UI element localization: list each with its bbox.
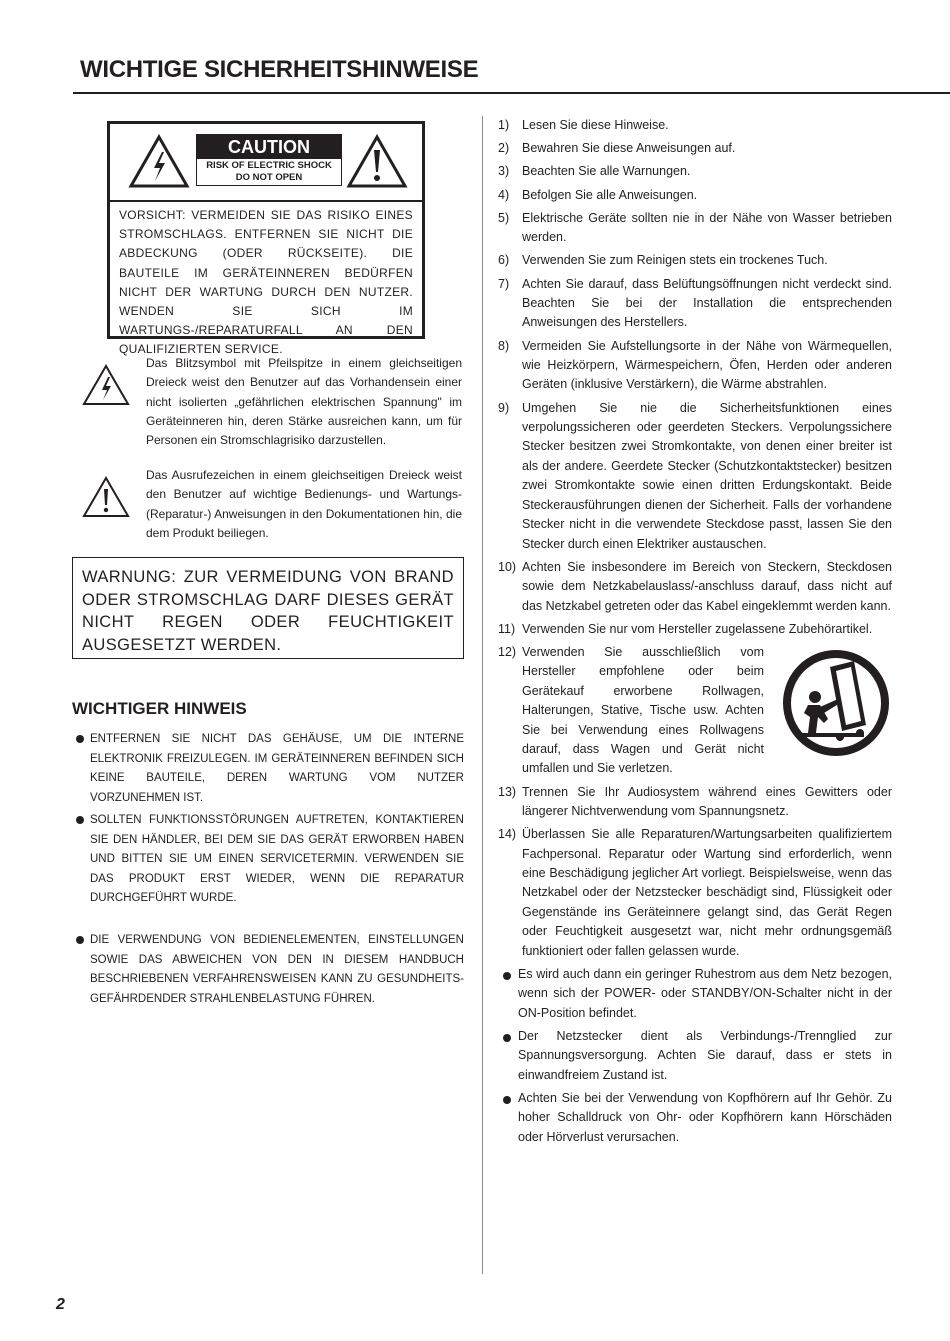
instruction-number: 12) xyxy=(498,644,517,659)
instruction-number: 6) xyxy=(498,253,510,268)
bullet-icon xyxy=(503,1034,511,1042)
bullet-icon xyxy=(76,735,84,743)
caution-box xyxy=(107,121,425,357)
cart-tip-over-warning-icon xyxy=(780,647,892,759)
lightning-explanation-text: Das Blitzsymbol mit Pfeilspitze in einem gleichseitigen Dreieck weist den Benutzer auf das Vorhandensein einer nicht isolierten „gefährlichen elektrischen Spannung" im Geräteinneren hin, deren Stärke ausreichen kann, um für Personen ein Stromschlagrisiko darzustellen. xyxy=(146,356,462,448)
lightning-warning-icon xyxy=(128,134,190,189)
instruction-number: 13) xyxy=(498,784,517,799)
instruction-number: 8) xyxy=(498,338,510,353)
instruction-text: Trennen Sie Ihr Audiosystem während eines Gewitters oder längerer Nichtverwendung vom Spannungsnetz. xyxy=(522,784,892,818)
exclamation-explanation-text: Das Ausrufezeichen in einem gleichseitigen Dreieck weist den Benutzer auf wichtige Bedienungs- und Wartungs- (Reparatur-) Anweisungen in den Dokumentationen hin, die dem Produkt beiliegen. xyxy=(146,468,462,540)
caution-header xyxy=(110,124,422,202)
caution-label-head: CAUTION xyxy=(197,135,341,159)
instruction-text: Überlassen Sie alle Reparaturen/Wartungsarbeiten qualifiziertem Fachpersonal. Reparatur oder Wartung sind erforderlich, wenn eine Beschädigung jeglicher Art vorliegt. Beispielsweise, wenn das Netzkabel oder der Netzstecker beschädigt sind, Flüssigkeit oder Gegenstände ins Geräteinnere gelangt sind, das Gerät Regen oder Feuchtigkeit ausgesetzt war, nicht mehr ordnungsgemäß funktioniert oder fallen gelassen wurde. xyxy=(522,827,892,958)
instruction-bullet xyxy=(498,1027,892,1085)
caution-text: VORSICHT: VERMEIDEN SIE DAS RISIKO EINES STROMSCHLAGS. ENTFERNEN SIE NICHT DIE ABDECKUNG (ODER RÜCKSEITE). DIE BAUTEILE IM GERÄTEINNEREN BEDÜRFEN NICHT DER WARTUNG DURCH DEN NUTZER. WENDEN SIE SICH IM WARTUNGS-/REPARATURFALL AN DEN QUALIFIZIERTEN SERVICE. xyxy=(119,208,413,357)
instruction-text: Umgehen Sie nie die Sicherheitsfunktionen eines verpolungssicheren oder geerdeten Steckers. Verpolungssichere Stecker besitzen zwei Stromkontakte, von denen einer breiter ist als der andere. Geerdete Stecker (Schutzkontaktstecker) besitzen zwei Stromkontakte sowie einen dritten Erdungskontakt. Beide Steckerausführungen dienen der Sicherheit. Falls der vorhandene Stecker nicht in die verwendete Steckdose passt, lassen Sie den Stecker durch einen Elektriker austauschen. xyxy=(522,400,892,551)
lightning-explanation xyxy=(82,354,462,450)
instruction-item xyxy=(498,116,892,135)
instruction-number: 9) xyxy=(498,400,510,415)
instruction-item xyxy=(498,162,892,181)
caution-label-line2: DO NOT OPEN xyxy=(235,172,303,183)
notice-item-text: SOLLTEN FUNKTIONSSTÖRUNGEN AUFTRETEN, KONTAKTIEREN SIE DEN HÄNDLER, BEI DEM SIE DAS GERÄT ERWORBEN HABEN UND BITTEN SIE UM EINEN SERVICETERMIN. VERWENDEN SIE DAS PRODUKT ERST WIEDER, WENN DIE REPARATUR DURCHGEFÜHRT WURDE. xyxy=(90,814,464,904)
instruction-number: 10) xyxy=(498,559,517,574)
instruction-item xyxy=(498,186,892,205)
instruction-text: Vermeiden Sie Aufstellungsorte in der Nähe von Wärmequellen, wie Heizkörpern, Wärmespeichern, Öfen, Herden oder anderen Geräten (inklusive Verstärkern), die Wärme abstrahlen. xyxy=(522,338,892,392)
instruction-number: 4) xyxy=(498,187,510,202)
instruction-item xyxy=(498,275,892,333)
instruction-text: Verwenden Sie ausschließlich vom Hersteller empfohlene oder beim Gerätekauf erworbene Rollwagen, Halterungen, Stative, Tische usw. Achten Sie bei Verwendung eines Rollwagens darauf, dass Wagen und Gerät nicht umfallen und Sie verletzen. xyxy=(522,644,764,776)
instruction-text: Bewahren Sie diese Anweisungen auf. xyxy=(522,141,736,156)
bullet-icon xyxy=(76,936,84,944)
bullet-icon xyxy=(503,972,511,980)
instruction-number: 1) xyxy=(498,118,510,132)
instruction-item xyxy=(498,620,892,639)
instruction-text: Verwenden Sie zum Reinigen stets ein trockenes Tuch. xyxy=(522,253,828,268)
instruction-list xyxy=(498,116,892,1151)
instruction-number: 2) xyxy=(498,141,510,156)
instruction-number: 5) xyxy=(498,210,510,225)
instruction-item xyxy=(498,139,892,158)
instruction-text: Achten Sie darauf, dass Belüftungsöffnungen nicht verdeckt sind. Beachten Sie bei der Installation die entsprechenden Anweisungen des Herstellers. xyxy=(522,276,892,330)
instruction-text: Achten Sie insbesondere im Bereich von Steckern, Steckdosen sowie dem Netzkabelauslass/-anschluss darauf, dass nicht auf das Netzkabel getreten oder das Kabel eingeklemmt werden kann. xyxy=(522,559,892,613)
instruction-text: Beachten Sie alle Warnungen. xyxy=(522,164,691,179)
instruction-text: Lesen Sie diese Hinweise. xyxy=(522,118,669,132)
exclamation-warning-icon xyxy=(346,134,408,189)
notice-heading: WICHTIGER HINWEIS xyxy=(72,699,247,718)
instruction-number: 7) xyxy=(498,276,510,291)
bullet-icon xyxy=(503,1096,511,1104)
instruction-bullet-text: Es wird auch dann ein geringer Ruhestrom aus dem Netz bezogen, wenn sich der POWER- oder STANDBY/ON-Schalter nicht in der ON-Position befindet. xyxy=(518,966,892,1020)
instruction-bullet xyxy=(498,1089,892,1147)
instruction-number: 14) xyxy=(498,827,517,842)
notice-item-text: ENTFERNEN SIE NICHT DAS GEHÄUSE, UM DIE INTERNE ELEKTRONIK FREIZULEGEN. IM GERÄTEINNEREN BEFINDEN SICH KEINE BAUTEILE, DEREN WARTUNG VOM NUTZER VORZUNEHMEN IST. xyxy=(90,733,464,804)
exclamation-triangle-icon xyxy=(82,476,130,518)
instruction-number: 11) xyxy=(498,621,516,636)
page-title: WICHTIGE SICHERHEITSHINWEISE xyxy=(80,56,479,83)
instruction-item xyxy=(498,209,892,248)
caution-label xyxy=(196,134,342,186)
warning-box: WARNUNG: ZUR VERMEIDUNG VON BRAND ODER STROMSCHLAG DARF DIESES GERÄT NICHT REGEN ODER FEUCHTIGKEIT AUSGESETZT WERDEN. xyxy=(72,557,464,659)
notice-item-text: DIE VERWENDUNG VON BEDIENELEMENTEN, EINSTELLUNGEN SOWIE DAS ABWEICHEN VON DEN IN DIESEM HANDBUCH BESCHRIEBENEN VERFAHRENSWEISEN KANN ZU GESUNDHEITS-GEFÄHRDENDER STRAHLENBELASTUNG FÜHREN. xyxy=(90,934,464,1005)
instruction-number: 3) xyxy=(498,164,510,179)
notice-item xyxy=(76,931,464,1009)
instruction-bullet-text: Der Netzstecker dient als Verbindungs-/Trennglied zur Spannungsversorgung. Achten Sie darauf, dass er stets in einwandfreiem Zustand ist. xyxy=(518,1028,892,1082)
lightning-triangle-icon xyxy=(82,364,130,406)
instruction-bullet-text: Achten Sie bei der Verwendung von Kopfhörern auf Ihr Gehör. Zu hoher Schalldruck von Ohr- oder Kopfhörern kann Hörschäden oder Hörverlust verursachen. xyxy=(518,1090,892,1144)
title-rule xyxy=(73,92,950,94)
instruction-item xyxy=(498,643,892,779)
notice-item xyxy=(76,811,464,909)
instruction-item xyxy=(498,399,892,554)
instruction-text: Befolgen Sie alle Anweisungen. xyxy=(522,187,698,202)
page-number: 2 xyxy=(56,1296,65,1313)
column-divider xyxy=(482,116,483,1274)
caution-label-line1: RISK OF ELECTRIC SHOCK xyxy=(206,160,332,171)
instruction-bullet xyxy=(498,965,892,1023)
instruction-item xyxy=(498,251,892,270)
bullet-icon xyxy=(76,816,84,824)
exclamation-explanation xyxy=(82,466,462,543)
instruction-text: Elektrische Geräte sollten nie in der Nähe von Wasser betrieben werden. xyxy=(522,210,892,245)
instruction-item xyxy=(498,825,892,961)
instruction-item xyxy=(498,337,892,395)
notice-item xyxy=(76,730,464,808)
instruction-item xyxy=(498,783,892,822)
instruction-item xyxy=(498,558,892,616)
instruction-text: Verwenden Sie nur vom Hersteller zugelassene Zubehörartikel. xyxy=(522,621,873,636)
